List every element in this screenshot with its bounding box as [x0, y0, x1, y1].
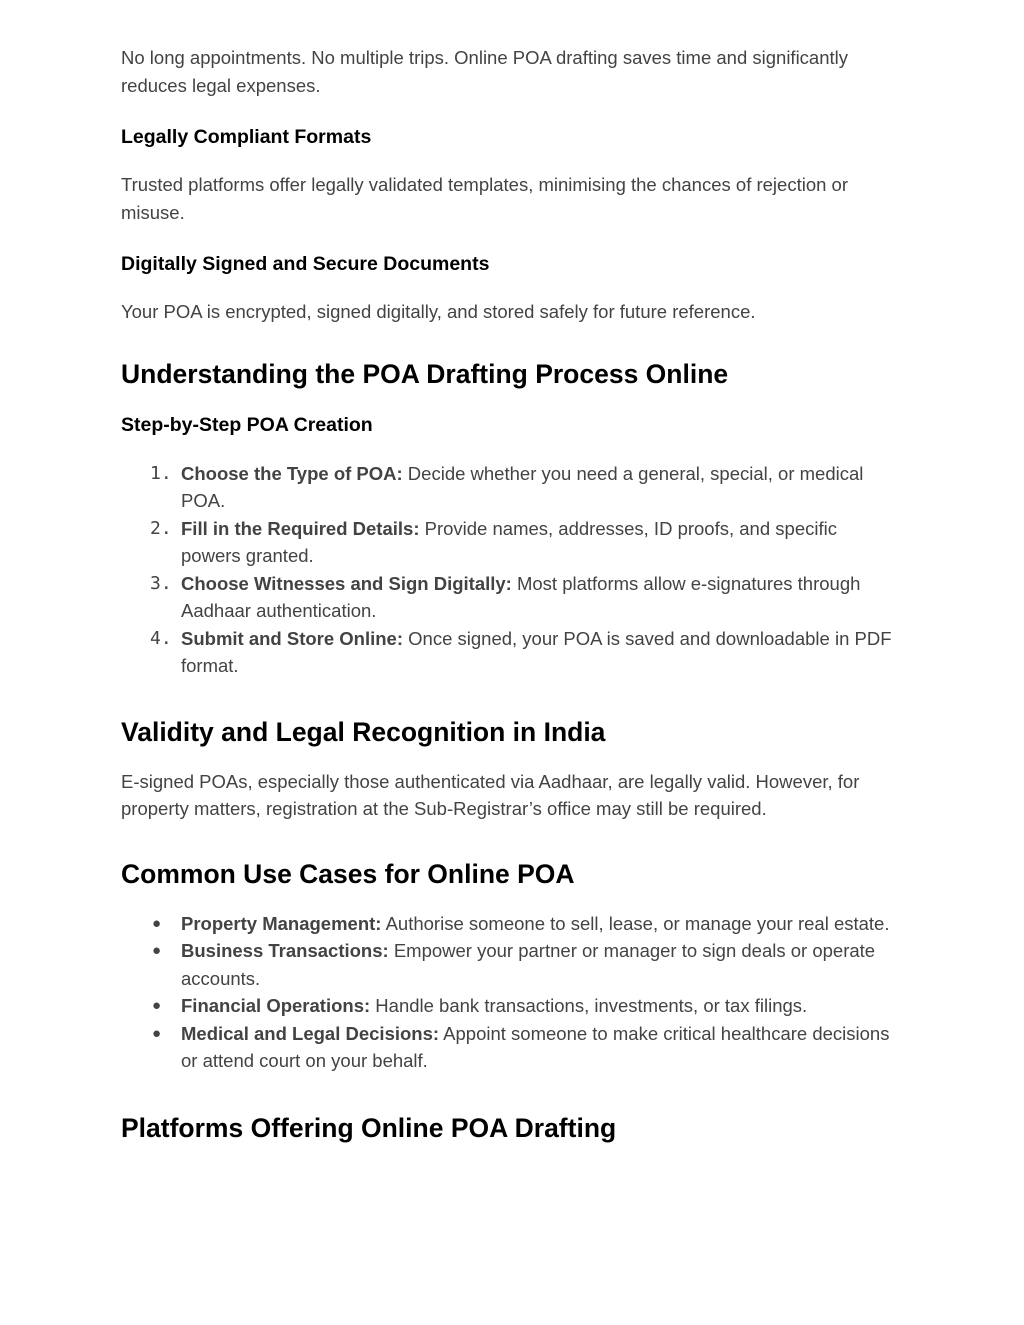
- use-case-title: Property Management:: [181, 912, 382, 934]
- bullet-icon: ●: [152, 997, 162, 1014]
- bullet-icon: ●: [152, 942, 162, 959]
- list-item: [121, 570, 901, 625]
- step-text: Most platforms allow e-signatures through Aadhaar authentication.: [181, 572, 861, 621]
- bullet-icon: ●: [152, 914, 162, 932]
- list-number: 1.: [150, 462, 172, 484]
- use-cases-list: [121, 910, 901, 1075]
- step-text: Provide names, addresses, ID proofs, and specific powers granted.: [181, 517, 837, 566]
- list-item: [121, 515, 901, 570]
- use-case-title: Financial Operations:: [181, 995, 371, 1016]
- use-cases-heading: Common Use Cases for Online POA: [121, 858, 575, 889]
- step-title: Choose the Type of POA:: [181, 462, 403, 484]
- list-number: 3.: [150, 572, 172, 594]
- use-case-text: Empower your partner or manager to sign deals or operate accounts.: [181, 940, 876, 989]
- step-text: Once signed, your POA is saved and downloadable in PDF format.: [181, 627, 892, 676]
- use-case-text: Appoint someone to make critical healthcare decisions or attend court on your behalf.: [181, 1022, 890, 1071]
- step-title: Choose Witnesses and Sign Digitally:: [181, 572, 512, 594]
- process-subheading: Step-by-Step POA Creation: [121, 413, 373, 436]
- use-case-title: Business Transactions:: [181, 940, 389, 961]
- legally-compliant-text: Trusted platforms offer legally validated templates, minimising the chances of rejection or misuse.: [121, 174, 848, 223]
- list-number: 4.: [150, 627, 172, 649]
- step-text: Decide whether you need a general, special, or medical POA.: [181, 462, 864, 511]
- step-title: Fill in the Required Details:: [181, 517, 420, 539]
- digitally-signed-heading: Digitally Signed and Secure Documents: [121, 253, 490, 275]
- list-item: [121, 625, 901, 680]
- intro-paragraph: No long appointments. No multiple trips. Online POA drafting saves time and significantly reduces legal expenses.: [121, 47, 849, 96]
- list-number: 2.: [150, 517, 172, 539]
- process-heading: Understanding the POA Drafting Process Online: [121, 358, 729, 389]
- validity-heading: Validity and Legal Recognition in India: [121, 716, 606, 747]
- list-item: [121, 937, 901, 992]
- validity-text: E-signed POAs, especially those authenticated via Aadhaar, are legally valid. However, for property matters, registration at the Sub-Registrar’s office may still be required.: [121, 770, 860, 819]
- bullet-icon: ●: [152, 1024, 162, 1042]
- platforms-heading: Platforms Offering Online POA Drafting: [121, 1112, 617, 1143]
- digitally-signed-text: Your POA is encrypted, signed digitally, and stored safely for future reference.: [121, 301, 756, 322]
- list-item: [121, 460, 901, 515]
- legally-compliant-heading: Legally Compliant Formats: [121, 126, 372, 148]
- step-title: Submit and Store Online:: [181, 627, 404, 649]
- list-item: [121, 992, 901, 1020]
- document-page: [121, 44, 901, 1146]
- use-case-text: Handle bank transactions, investments, or tax filings.: [370, 995, 808, 1016]
- use-case-title: Medical and Legal Decisions:: [181, 1022, 440, 1044]
- list-item: [121, 1020, 901, 1075]
- use-case-text: Authorise someone to sell, lease, or manage your real estate.: [381, 912, 890, 934]
- process-steps-list: [121, 460, 901, 680]
- list-item: [121, 910, 901, 938]
